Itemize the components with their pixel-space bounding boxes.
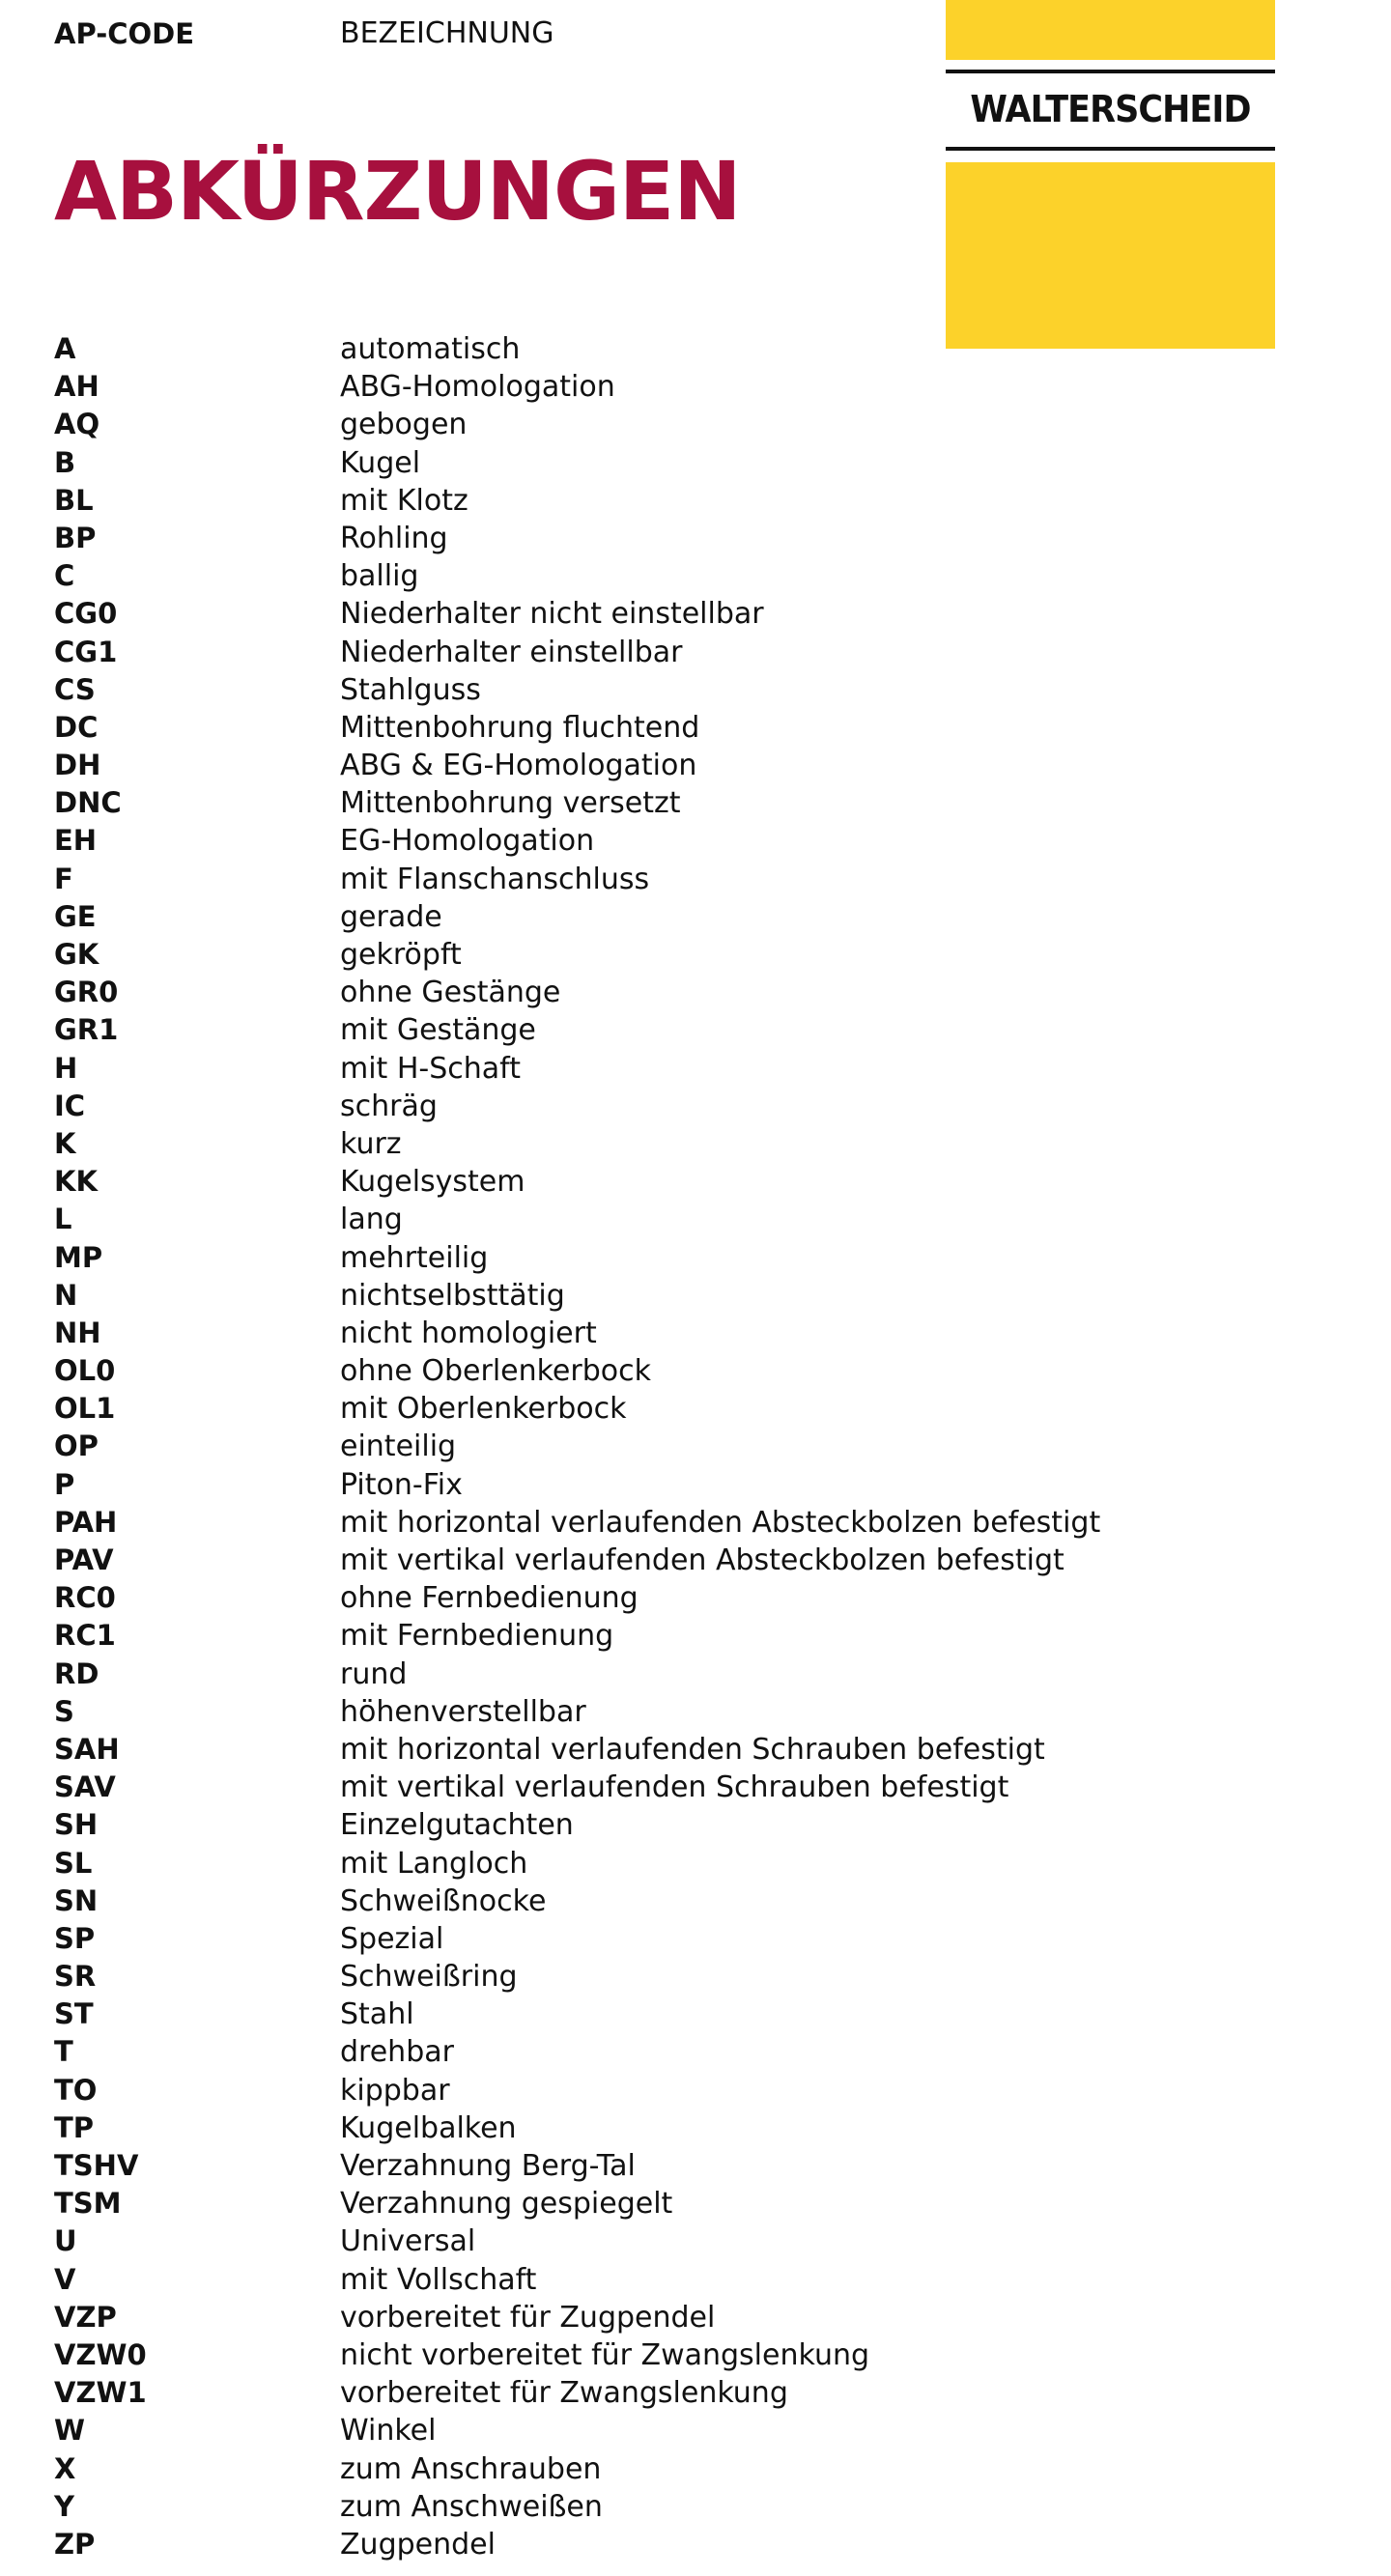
- table-row: [54, 2109, 1339, 2147]
- ap-code: T: [54, 2035, 73, 2069]
- page-title: ABKÜRZUNGEN: [54, 144, 741, 239]
- ap-code: GE: [54, 899, 97, 933]
- ap-code: MP: [54, 1240, 103, 1274]
- description: Mittenbohrung fluchtend: [340, 710, 700, 745]
- ap-code: W: [54, 2414, 85, 2448]
- ap-code: Y: [54, 2489, 74, 2523]
- table-row: [54, 634, 1339, 671]
- abbreviation-table: [54, 330, 1339, 2563]
- description: vorbereitet für Zugpendel: [340, 2300, 716, 2335]
- ap-code: U: [54, 2224, 77, 2258]
- ap-code: RC1: [54, 1619, 116, 1653]
- ap-code: BP: [54, 521, 97, 554]
- table-row: [54, 406, 1339, 443]
- table-row: [54, 747, 1339, 784]
- table-row: [54, 520, 1339, 557]
- description: Niederhalter einstellbar: [340, 635, 683, 669]
- description: automatisch: [340, 332, 521, 366]
- table-row: [54, 2336, 1339, 2374]
- ap-code: N: [54, 1278, 78, 1312]
- table-row: [54, 2299, 1339, 2336]
- ap-code: RD: [54, 1656, 99, 1690]
- ap-code: AQ: [54, 408, 100, 441]
- description: Verzahnung Berg-Tal: [340, 2149, 636, 2183]
- table-row: [54, 1201, 1339, 1238]
- table-row: [54, 861, 1339, 898]
- ap-code: PAV: [54, 1543, 114, 1576]
- ap-code: DNC: [54, 786, 122, 820]
- ap-code: OP: [54, 1430, 99, 1463]
- description: mehrteilig: [340, 1240, 489, 1275]
- table-row: [54, 1011, 1339, 1049]
- table-row: [54, 1466, 1339, 1504]
- table-row: [54, 1390, 1339, 1428]
- table-row: [54, 671, 1339, 709]
- table-row: [54, 482, 1339, 520]
- logo-yellow-top: [946, 0, 1275, 60]
- ap-code: KK: [54, 1165, 98, 1199]
- description: schräg: [340, 1089, 438, 1123]
- table-row: [54, 1428, 1339, 1465]
- description: Schweißnocke: [340, 1883, 547, 1918]
- ap-code: K: [54, 1126, 76, 1160]
- table-row: [54, 2222, 1339, 2260]
- description: ohne Fernbedienung: [340, 1581, 639, 1616]
- ap-code: TSHV: [54, 2149, 139, 2182]
- description: mit Oberlenkerbock: [340, 1392, 627, 1427]
- logo-yellow-bottom: [946, 162, 1275, 349]
- description: nicht vorbereitet für Zwangslenkung: [340, 2337, 870, 2372]
- description: lang: [340, 1203, 403, 1237]
- table-row: [54, 557, 1339, 595]
- table-row: [54, 330, 1339, 368]
- table-row: [54, 1731, 1339, 1769]
- table-row: [54, 368, 1339, 406]
- table-row: [54, 595, 1339, 633]
- ap-code: TO: [54, 2073, 98, 2107]
- description: einteilig: [340, 1430, 457, 1464]
- column-header-description: BEZEICHNUNG: [340, 16, 554, 50]
- ap-code: VZW0: [54, 2337, 147, 2371]
- description: Verzahnung gespiegelt: [340, 2187, 673, 2222]
- ap-code: TSM: [54, 2187, 122, 2221]
- ap-code: RC0: [54, 1581, 116, 1615]
- description: kippbar: [340, 2073, 450, 2108]
- table-row: [54, 2374, 1339, 2412]
- ap-code: CG1: [54, 635, 118, 668]
- description: Zugpendel: [340, 2527, 496, 2562]
- ap-code: SN: [54, 1883, 99, 1917]
- table-row: [54, 2450, 1339, 2488]
- description: Mittenbohrung versetzt: [340, 786, 681, 821]
- ap-code: S: [54, 1694, 74, 1728]
- table-row: [54, 1617, 1339, 1655]
- table-row: [54, 1163, 1339, 1201]
- ap-code: V: [54, 2262, 76, 2296]
- table-row: [54, 1806, 1339, 1844]
- table-row: [54, 2526, 1339, 2563]
- table-row: [54, 1845, 1339, 1882]
- ap-code: VZP: [54, 2300, 117, 2334]
- table-row: [54, 444, 1339, 482]
- column-header-code: AP-CODE: [54, 17, 195, 50]
- ap-code: SH: [54, 1808, 99, 1842]
- description: zum Anschweißen: [340, 2489, 603, 2524]
- table-row: [54, 974, 1339, 1011]
- description: EG-Homologation: [340, 824, 595, 859]
- ap-code: TP: [54, 2110, 95, 2144]
- description: Universal: [340, 2224, 476, 2259]
- description: mit vertikal verlaufenden Absteckbolzen befestigt: [340, 1543, 1065, 1577]
- description: mit horizontal verlaufenden Absteckbolzen befestigt: [340, 1505, 1101, 1540]
- ap-code: F: [54, 862, 73, 895]
- table-row: [54, 1882, 1339, 1920]
- ap-code: X: [54, 2451, 76, 2485]
- ap-code: GR1: [54, 1013, 119, 1047]
- description: mit vertikal verlaufenden Schrauben befestigt: [340, 1770, 1009, 1805]
- table-row: [54, 1277, 1339, 1315]
- description: mit Flanschanschluss: [340, 862, 650, 896]
- ap-code: ST: [54, 1997, 94, 2031]
- table-row: [54, 936, 1339, 974]
- ap-code: PAH: [54, 1505, 118, 1539]
- ap-code: GK: [54, 938, 99, 971]
- description: nichtselbsttätig: [340, 1278, 565, 1313]
- description: Niederhalter nicht einstellbar: [340, 597, 764, 632]
- description: Spezial: [340, 1921, 444, 1956]
- table-row: [54, 1504, 1339, 1542]
- table-row: [54, 1125, 1339, 1163]
- description: Rohling: [340, 521, 448, 555]
- description: Kugelbalken: [340, 2110, 517, 2145]
- walterscheid-logo: [946, 0, 1275, 349]
- ap-code: SAH: [54, 1732, 120, 1766]
- description: nicht homologiert: [340, 1316, 597, 1350]
- table-row: [54, 1958, 1339, 1996]
- table-row: [54, 1920, 1339, 1958]
- table-row: [54, 784, 1339, 822]
- description: mit horizontal verlaufenden Schrauben befestigt: [340, 1732, 1045, 1767]
- table-row: [54, 2261, 1339, 2299]
- description: Piton-Fix: [340, 1467, 463, 1502]
- ap-code: DC: [54, 710, 99, 744]
- description: Kugel: [340, 445, 421, 480]
- ap-code: B: [54, 445, 76, 479]
- description: Stahlguss: [340, 672, 481, 707]
- description: höhenverstellbar: [340, 1694, 586, 1729]
- table-row: [54, 709, 1339, 747]
- description: ABG-Homologation: [340, 370, 615, 405]
- ap-code: NH: [54, 1316, 101, 1349]
- ap-code: SAV: [54, 1770, 116, 1804]
- table-row: [54, 1579, 1339, 1617]
- ap-code: A: [54, 332, 76, 365]
- table-row: [54, 1352, 1339, 1390]
- table-row: [54, 2033, 1339, 2071]
- ap-code: H: [54, 1051, 78, 1085]
- table-row: [54, 898, 1339, 936]
- table-row: [54, 2185, 1339, 2222]
- table-row: [54, 1769, 1339, 1806]
- ap-code: L: [54, 1203, 72, 1236]
- table-row: [54, 1693, 1339, 1731]
- table-row: [54, 822, 1339, 860]
- description: mit Klotz: [340, 483, 468, 518]
- ap-code: OL0: [54, 1354, 116, 1388]
- table-row: [54, 2147, 1339, 2185]
- ap-code: AH: [54, 370, 99, 404]
- ap-code: DH: [54, 749, 101, 782]
- ap-code: SP: [54, 1921, 96, 1955]
- table-row: [54, 1239, 1339, 1277]
- ap-code: CG0: [54, 597, 118, 631]
- description: Kugelsystem: [340, 1165, 525, 1200]
- description: gebogen: [340, 408, 468, 442]
- table-row: [54, 2412, 1339, 2449]
- description: ohne Gestänge: [340, 976, 561, 1010]
- table-row: [54, 2072, 1339, 2109]
- table-row: [54, 1656, 1339, 1693]
- description: mit Fernbedienung: [340, 1619, 614, 1654]
- table-row: [54, 1088, 1339, 1125]
- table-row: [54, 1542, 1339, 1579]
- logo-rule-top: [946, 70, 1275, 73]
- table-row: [54, 1996, 1339, 2033]
- description: zum Anschrauben: [340, 2451, 602, 2486]
- description: kurz: [340, 1126, 402, 1161]
- table-row: [54, 2488, 1339, 2526]
- ap-code: P: [54, 1467, 75, 1501]
- description: ballig: [340, 559, 419, 594]
- ap-code: EH: [54, 824, 98, 858]
- logo-rule-bottom: [946, 147, 1275, 151]
- ap-code: CS: [54, 672, 96, 706]
- description: ABG & EG-Homologation: [340, 749, 697, 783]
- description: Stahl: [340, 1997, 414, 2032]
- description: rund: [340, 1656, 408, 1691]
- ap-code: SL: [54, 1846, 93, 1880]
- ap-code: SR: [54, 1960, 97, 1994]
- description: Einzelgutachten: [340, 1808, 574, 1843]
- description: gerade: [340, 899, 442, 934]
- description: Schweißring: [340, 1960, 518, 1995]
- description: mit H-Schaft: [340, 1051, 521, 1086]
- description: Winkel: [340, 2414, 437, 2449]
- table-row: [54, 1050, 1339, 1088]
- description: drehbar: [340, 2035, 454, 2070]
- ap-code: OL1: [54, 1392, 116, 1426]
- ap-code: C: [54, 559, 75, 593]
- ap-code: ZP: [54, 2527, 96, 2561]
- description: mit Gestänge: [340, 1013, 536, 1048]
- ap-code: BL: [54, 483, 94, 517]
- description: mit Vollschaft: [340, 2262, 537, 2297]
- description: gekröpft: [340, 938, 462, 972]
- table-row: [54, 1315, 1339, 1352]
- description: ohne Oberlenkerbock: [340, 1354, 651, 1389]
- description: vorbereitet für Zwangslenkung: [340, 2376, 788, 2411]
- description: mit Langloch: [340, 1846, 528, 1881]
- logo-wordmark: WALTERSCHEID: [970, 88, 1251, 130]
- ap-code: GR0: [54, 976, 119, 1009]
- ap-code: IC: [54, 1089, 86, 1122]
- ap-code: VZW1: [54, 2376, 147, 2410]
